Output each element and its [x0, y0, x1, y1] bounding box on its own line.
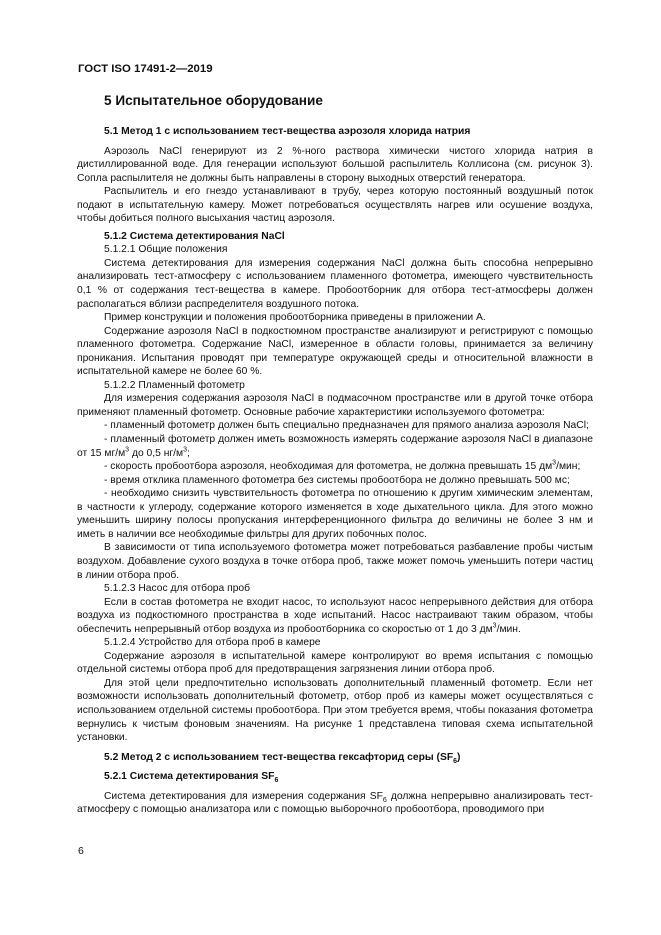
section-title: 5 Испытательное оборудование [104, 93, 323, 108]
list-item: - скорость пробоотбора аэрозоля, необходимая для фотометра, не должна превышать 15 $дм^3$/мин; [104, 459, 581, 473]
subsection-title-5-1: 5.1 Метод 1 с использованием тест-вещества аэрозоля хлорида натрия [104, 126, 471, 137]
list-item: - пламенный фотометр должен быть специально предназначен для прямого анализа аэрозоля NaCl; [104, 420, 589, 432]
subsection-title-5-1-2: 5.1.2 Система детектирования NaCl [104, 230, 285, 242]
paragraph: Для этой цели предпочтительно использовать дополнительный пламенный фотометр. Если нет возможности использовать дополнительный фотометр, отбор проб из камеры может осуществляться с использованием отдельной системы пробоотбора. При этом требуется время, чтобы показания фотометра вернулись к чистым фоновым значениям. На рисунке 1 представлена типовая схема испытательной установки. [77, 677, 593, 744]
page-number: 6 [78, 845, 84, 857]
paragraph: Пример конструкции и положения пробоотборника приведены в приложении А. [104, 312, 486, 324]
clause-title-5-1-2-1: 5.1.2.1 Общие положения [104, 244, 228, 256]
clause-title-5-1-2-4: 5.1.2.4 Устройство для отбора проб в камере [104, 637, 321, 649]
paragraph: Распылитель и его гнездо устанавливают в трубу, через которую постоянный воздушный поток подают в испытательную камеру. Может потребоваться осуществлять нагрев или осушение воздуха, чтобы добиться полного высыхания частиц аэрозоля. [77, 186, 593, 225]
page-body [77, 92, 593, 817]
paragraph: Система детектирования для измерения содержания NaCl должна быть способна непрерывно анализировать тест-атмосферу с использованием пламенного фотометра, имеющего чувствительность 0,1 % от содержания тест-вещества в камере. Пробоотборник для отбора тест-атмосферы должен располагаться вблизи распределителя воздушного потока. [77, 257, 593, 310]
paragraph: Для измерения содержания аэрозоля NaCl в подмасочном пространстве или в другой точке отбора применяют пламенный фотометр. Основные рабочие характеристики используемого фотометра: [77, 393, 593, 418]
paragraph: Содержание аэрозоля NaCl в подкостюмном пространстве анализируют и регистрируют с помощью пламенного фотометра. Содержание NaCl, измеренное в области головы, принимается за величину проникания. Испытания проводят при температуре окружающей среды и относительной влажности в испытательной камере не более 60 %. [77, 325, 593, 378]
paragraph: Если в состав фотометра не входит насос, то используют насос непрерывного действия для отбора воздуха из подкостюмного пространства в ходе испытаний. Насос настраивают таким образом, чтобы обеспечить непрерывный отбор воздуха из пробоотборника со скоростью от 1 до 3 $дм^3$/мин. [77, 596, 593, 635]
paragraph: Аэрозоль NaCl генерируют из 2 %-ного раствора химически чистого хлорида натрия в дистиллированной воде. Для генерации используют большой распылитель Коллисона (см. рисунок 3). Сопла распылителя не должны быть направлены в сторону выходных отверстий генератора. [77, 145, 593, 184]
list-item: - необходимо снизить чувствительность фотометра по отношению к другим химическим элементам, в частности к углероду, содержание которого изменяется в ходе дыхательного цикла. Для этого можно уменьшить ширину полосы пропускания интерференционного фильтра до величины не более 3 нм и иметь в наличии все необходимые фильтры для других побочных полос. [77, 488, 593, 540]
document-header: ГОСТ ISO 17491-2—2019 [78, 63, 213, 75]
clause-title-5-1-2-2: 5.1.2.2 Пламенный фотометр [104, 379, 245, 391]
paragraph: В зависимости от типа используемого фотометра может потребоваться разбавление пробы чистым воздухом. Добавление сухого воздуха в точке отбора проб, также может помочь уменьшить потери частиц в линии отбора проб. [77, 542, 593, 581]
subsection-title-5-2-1: 5.2.1 Система детектирования $SF_6$ [104, 771, 279, 785]
list-item: - пламенный фотометр должен иметь возможность измерять содержание аэрозоля NaCl в диапазоне от 15 $мг/м^3$ до 0,5 $нг/м^3$; [77, 434, 593, 459]
clause-title-5-1-2-3: 5.1.2.3 Насос для отбора проб [104, 583, 251, 595]
list-item: - время отклика пламенного фотометра без системы пробоотбора не должно превышать 500 мс; [104, 474, 570, 486]
paragraph: Система детектирования для измерения содержания $SF_6$ должна непрерывно анализировать тест-атмосферу с помощью анализатора или с помощью выборочного пробоотбора, проводимого при [77, 790, 593, 816]
subsection-title-5-2: 5.2 Метод 2 с использованием тест-вещества гексафторид серы $(SF_6)$ [104, 751, 461, 765]
paragraph: Содержание аэрозоля в испытательной камере контролируют во время испытания с помощью отдельной системы отбора проб для предотвращения загрязнения линии отбора проб. [77, 650, 593, 676]
